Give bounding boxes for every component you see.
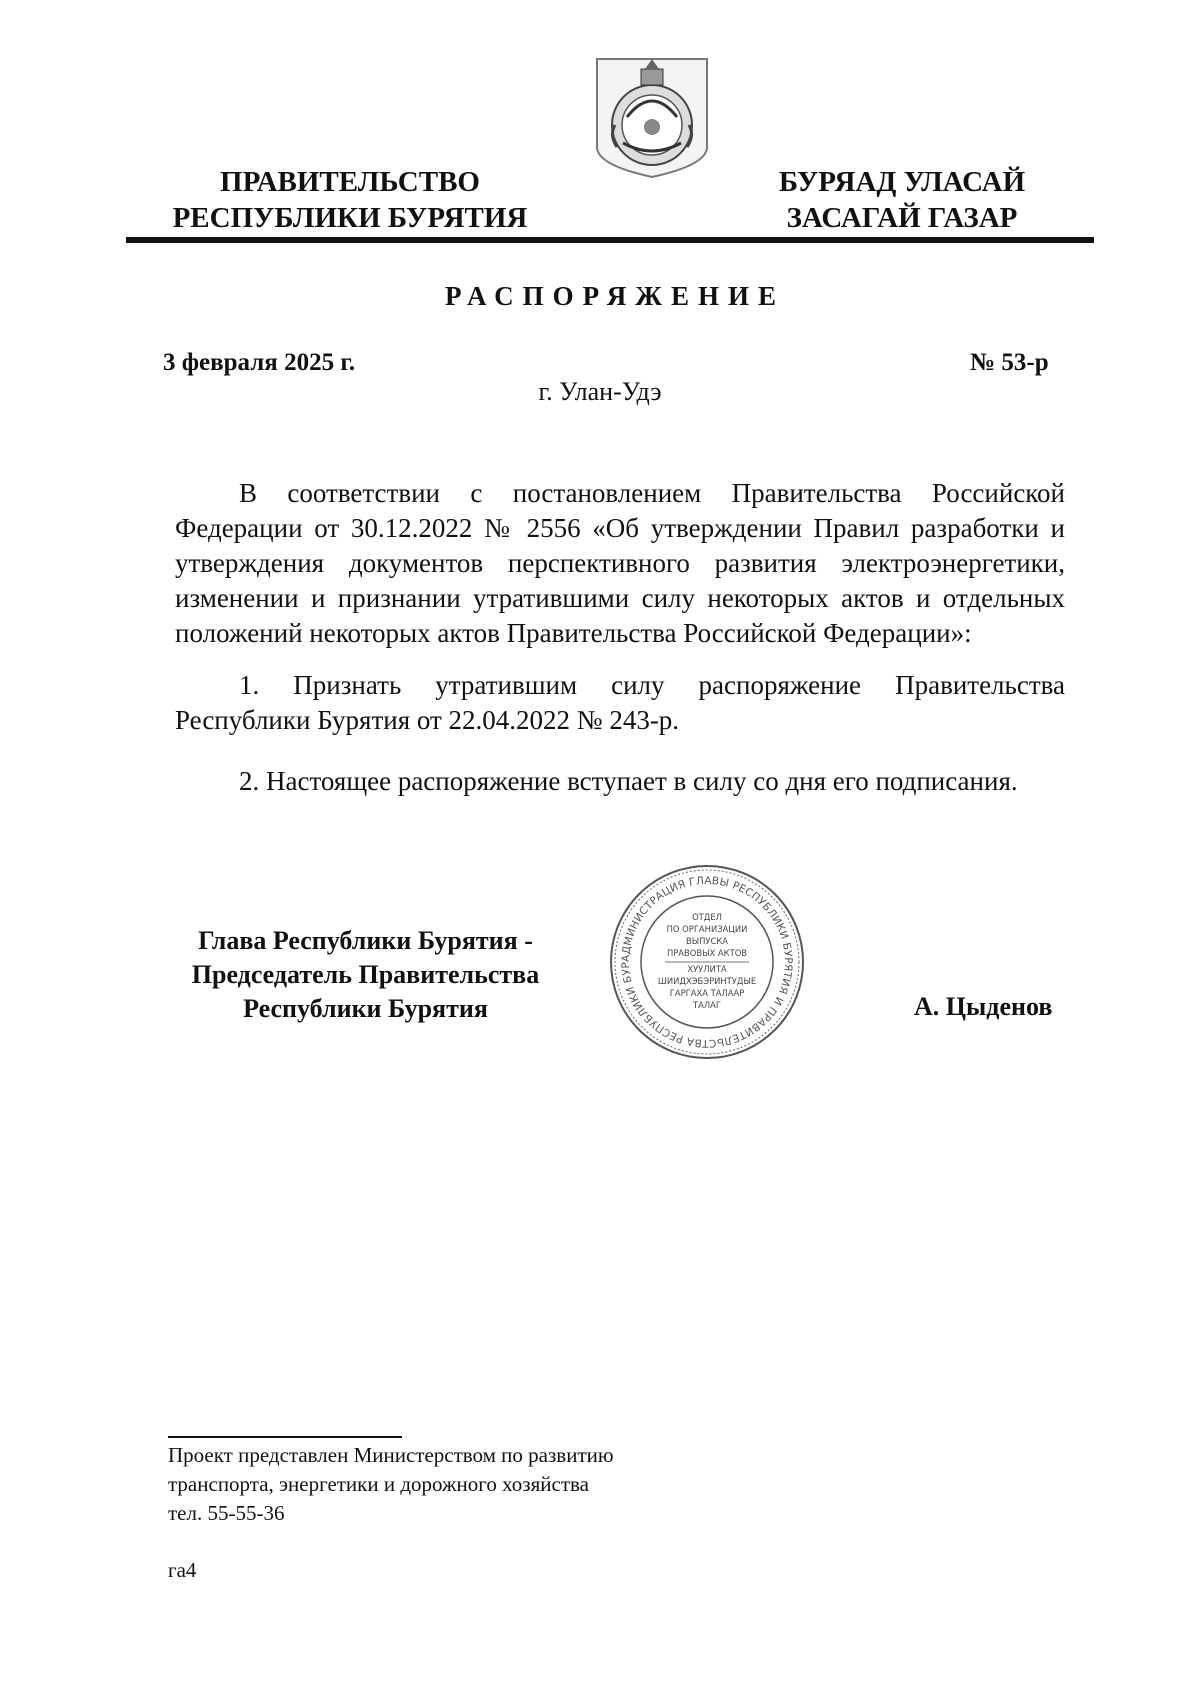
stamp-line-5: ХУУЛИТА xyxy=(687,964,727,974)
signatory-name: А. Цыденов xyxy=(914,992,1053,1021)
header-left-line-2: РЕСПУБЛИКИ БУРЯТИЯ xyxy=(172,202,528,234)
header-right-government-name xyxy=(752,164,1052,236)
stamp-line-2: ПО ОРГАНИЗАЦИИ xyxy=(666,924,748,934)
signatory-title xyxy=(168,924,563,1026)
document-number: № 53-р xyxy=(970,349,1049,376)
stamp-line-3: ВЫПУСКА xyxy=(685,936,729,946)
stamp-line-1: ОТДЕЛ xyxy=(692,912,722,922)
stamp-ring-text: АДМИНИСТРАЦИЯ ГЛАВЫ РЕСПУБЛИКИ БУРЯТИЯ И ПРАВИТЕЛЬСТВА РЕСПУБЛИКИ БУР xyxy=(619,874,795,1050)
stamp-line-7: ГАРГАХА ТАЛААР xyxy=(669,988,745,998)
item-2-paragraph: 2. Настоящее распоряжение вступает в силу со дня его подписания. xyxy=(239,766,1018,796)
item-1-paragraph: 1. Признать утратившим силу распоряжение Правительства Республики Бурятия от 22.04.2022 № 243-р. xyxy=(175,670,1065,735)
header-right-line-1: БУРЯАД УЛАСАЙ xyxy=(778,166,1026,198)
signatory-title-line-2: Председатель Правительства xyxy=(191,960,540,989)
stamp-line-6: ШИИДХЭБЭРИНТУДЫЕ xyxy=(657,976,757,986)
official-stamp xyxy=(607,862,807,1062)
header-left-line-1: ПРАВИТЕЛЬСТВО xyxy=(220,166,480,198)
preamble-paragraph: В соответствии с постановлением Правительства Российской Федерации от 30.12.2022 № 2556 «Об утверждении Правил разработки и утверждения документов перспективного развития электроэнергетики, изменении и признании утратившими силу некоторых актов и отдельных положений некоторых актов Правительства Российской Федерации»: xyxy=(175,478,1065,648)
document-code: га4 xyxy=(168,1558,197,1582)
footnote xyxy=(168,1441,768,1528)
document-date: 3 февраля 2025 г. xyxy=(163,349,356,376)
header-right-line-2: ЗАСАГАЙ ГАЗАР xyxy=(786,202,1018,234)
coat-of-arms-emblem xyxy=(593,55,711,181)
footnote-divider xyxy=(168,1436,402,1438)
stamp-line-8: ТАЛАГ xyxy=(693,1000,721,1010)
document-city: г. Улан-Удэ xyxy=(538,377,662,406)
header-divider xyxy=(126,237,1094,243)
signatory-title-line-1: Глава Республики Бурятия - xyxy=(198,926,533,955)
stamp-line-4: ПРАВОВЫХ АКТОВ xyxy=(666,948,748,958)
document-title: РАСПОРЯЖЕНИЕ xyxy=(444,281,786,311)
footnote-line-1: Проект представлен Министерством по развитию xyxy=(168,1443,614,1467)
footnote-line-3: тел. 55-55-36 xyxy=(168,1501,285,1525)
header-left-government-name xyxy=(150,164,550,236)
footnote-line-2: транспорта, энергетики и дорожного хозяйства xyxy=(168,1472,589,1496)
signatory-title-line-3: Республики Бурятия xyxy=(243,994,488,1023)
